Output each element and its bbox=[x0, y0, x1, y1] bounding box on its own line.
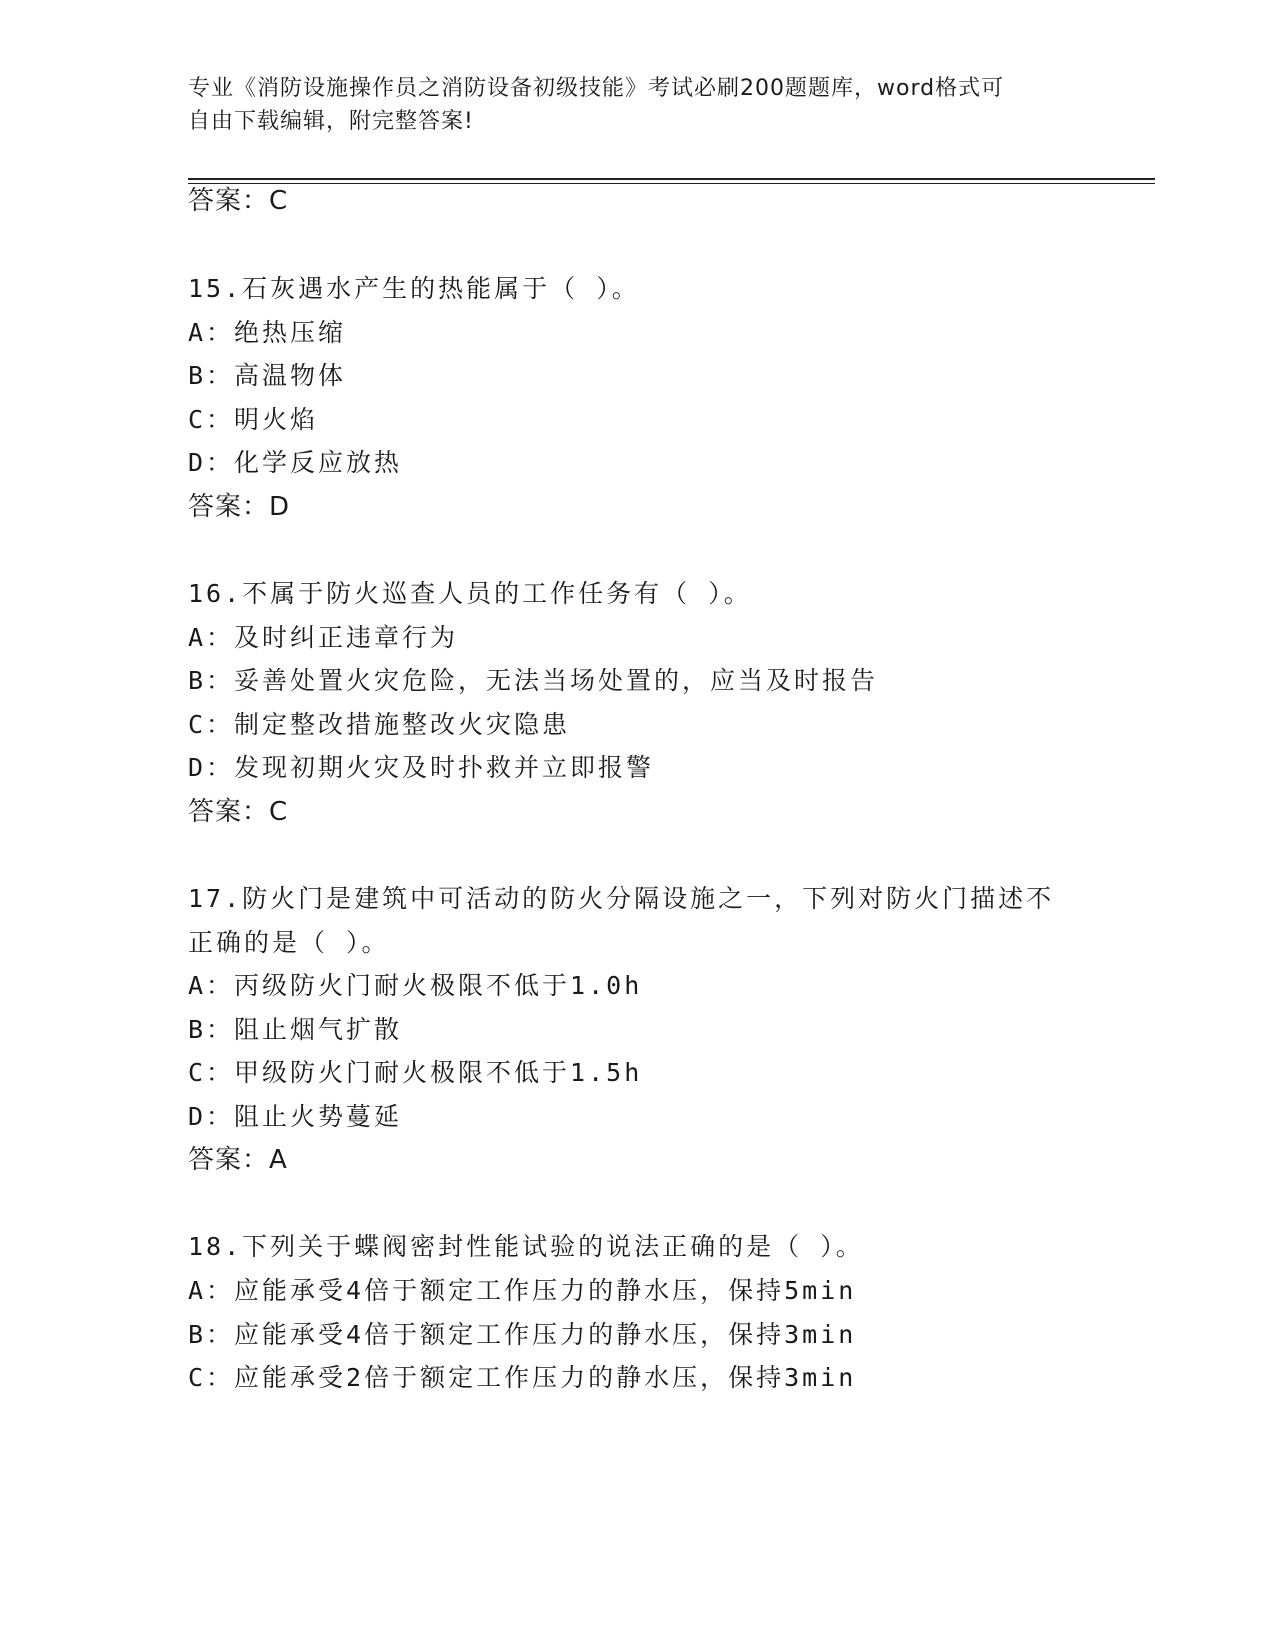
prev-answer: 答案：C bbox=[188, 186, 289, 216]
question-16-stem: 16.不属于防火巡查人员的工作任务有（ ）。 bbox=[188, 579, 752, 608]
header-rule bbox=[188, 178, 1155, 180]
question-15-option-a: A：绝热压缩 bbox=[188, 318, 347, 347]
header-line-2: 自由下载编辑，附完整答案! bbox=[188, 109, 474, 134]
question-17-option-c: C：甲级防火门耐火极限不低于1.5h bbox=[188, 1058, 643, 1087]
question-18-option-a: A：应能承受4倍于额定工作压力的静水压，保持5min bbox=[188, 1276, 857, 1305]
question-15-answer: 答案：D bbox=[188, 492, 291, 522]
question-16-option-a: A：及时纠正违章行为 bbox=[188, 623, 459, 652]
question-15-option-c: C：明火焰 bbox=[188, 405, 319, 434]
header-line-1: 专业《消防设施操作员之消防设备初级技能》考试必刷200题题库，word格式可 bbox=[188, 76, 1005, 101]
question-18-option-b: B：应能承受4倍于额定工作压力的静水压，保持3min bbox=[188, 1320, 857, 1349]
question-16-option-b: B：妥善处置火灾危险，无法当场处置的，应当及时报告 bbox=[188, 666, 879, 695]
question-17-option-d: D：阻止火势蔓延 bbox=[188, 1102, 403, 1131]
question-15-option-b: B：高温物体 bbox=[188, 361, 347, 390]
question-18-stem: 18.下列关于蝶阀密封性能试验的说法正确的是（ ）。 bbox=[188, 1232, 864, 1261]
question-17-option-b: B：阻止烟气扩散 bbox=[188, 1015, 403, 1044]
question-17-answer: 答案：A bbox=[188, 1145, 288, 1175]
question-15-stem: 15.石灰遇水产生的热能属于（ ）。 bbox=[188, 274, 640, 303]
question-17-stem-line-1: 17.防火门是建筑中可活动的防火分隔设施之一，下列对防火门描述不 bbox=[188, 884, 1055, 913]
document-header bbox=[188, 72, 1088, 138]
question-18-option-c: C：应能承受2倍于额定工作压力的静水压，保持3min bbox=[188, 1363, 857, 1392]
question-16-answer: 答案：C bbox=[188, 797, 289, 827]
question-16-option-c: C：制定整改措施整改火灾隐患 bbox=[188, 710, 571, 739]
header-rule-thin bbox=[188, 183, 1155, 184]
question-15-option-d: D：化学反应放热 bbox=[188, 448, 403, 477]
question-16-option-d: D：发现初期火灾及时扑救并立即报警 bbox=[188, 753, 655, 782]
question-17-stem-line-2: 正确的是（ ）。 bbox=[188, 928, 390, 957]
question-17-option-a: A：丙级防火门耐火极限不低于1.0h bbox=[188, 971, 643, 1000]
